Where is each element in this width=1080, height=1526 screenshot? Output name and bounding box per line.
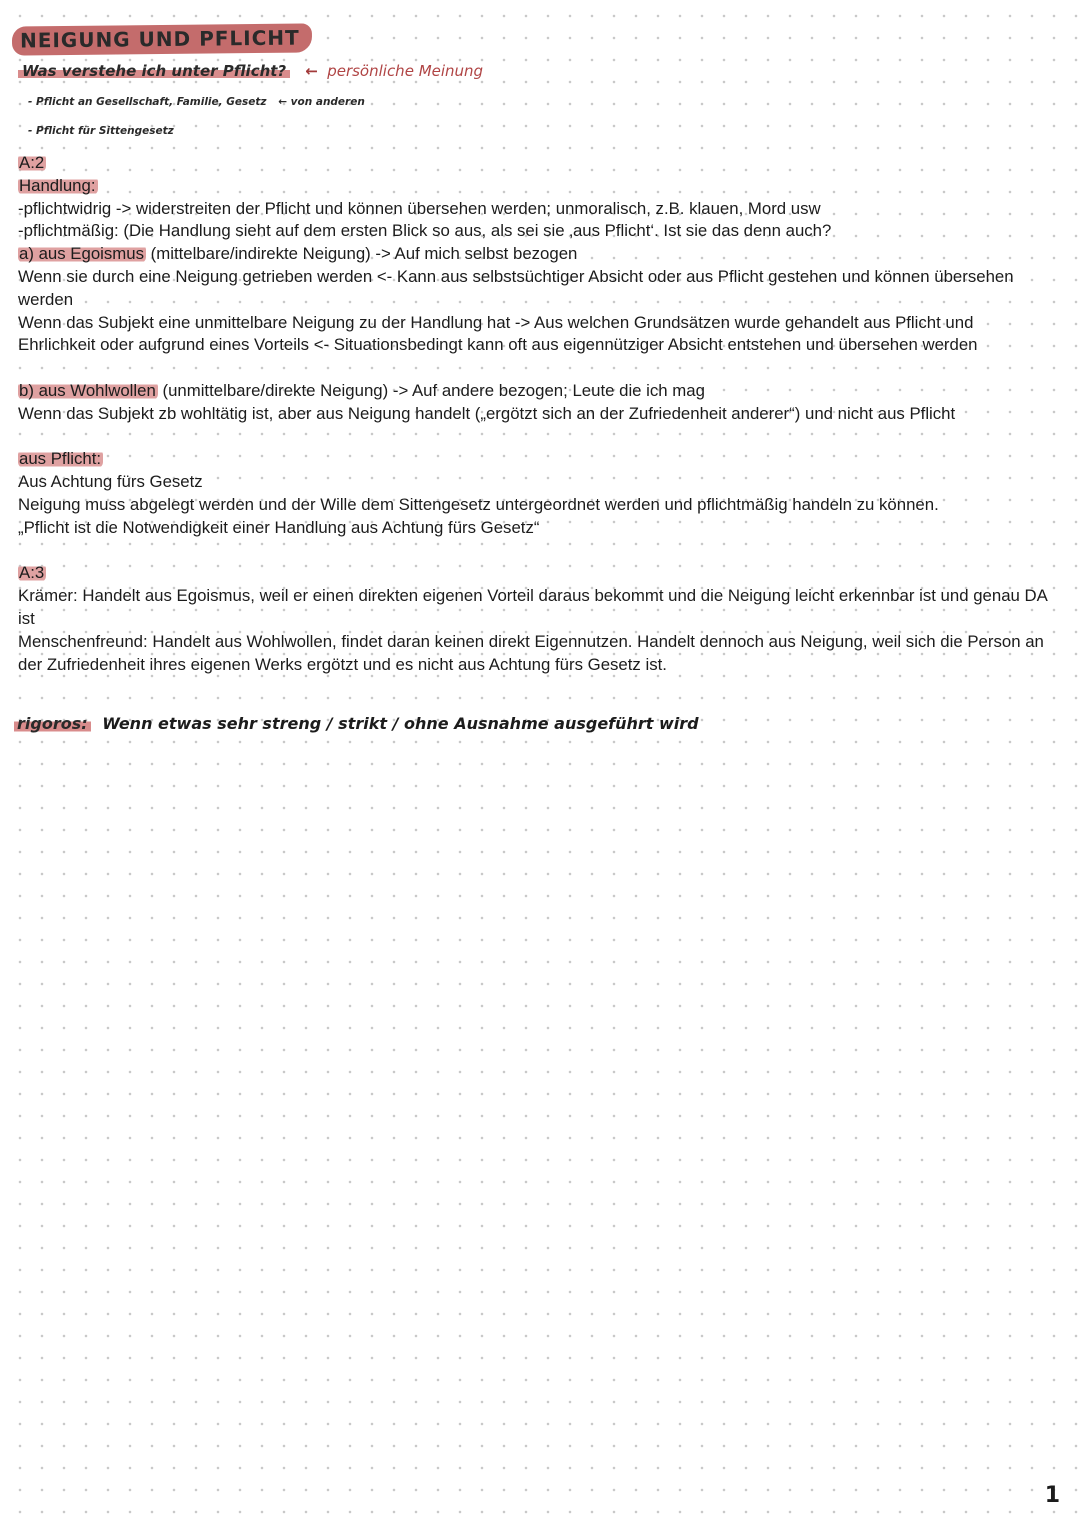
- wohlwollen-paragraph: Wenn das Subjekt zb wohltätig ist, aber aus Neigung handelt („ergötzt sich an der Zufriedenheit anderer“) und nicht aus Pflicht: [18, 403, 956, 423]
- section-label-a2: A:2: [19, 153, 45, 172]
- rigoros-term: rigoros:: [14, 714, 91, 733]
- question-text: Was verstehe ich unter Pflicht?: [18, 62, 290, 80]
- pflicht-paragraph-1: Aus Achtung fürs Gesetz: [18, 472, 203, 492]
- rigoros-definition: [14, 714, 699, 733]
- egoismus-label: a) aus Egoismus: [19, 244, 144, 264]
- arrow-left-icon: ←: [305, 62, 318, 80]
- bullet-text: - Pflicht für Sittengesetz: [28, 125, 174, 137]
- egoismus-paragraph-2: Wenn das Subjekt eine unmittelbare Neigung zu der Handlung hat -> Aus welchen Grundsätzen wurde gehandelt aus Pflicht und Ehrlichkeit oder aufgrund eines Vorteils <- Situationsbedingt kann oft aus eigennütziger Absicht entstehen und übersehen werden: [18, 312, 978, 355]
- bullet-item: [28, 96, 365, 108]
- question-note: persönliche Meinung: [327, 62, 484, 80]
- wohlwollen-label: b) aus Wohlwollen: [19, 380, 156, 400]
- wohlwollen-line: [18, 380, 1048, 403]
- handlung-heading: Handlung:: [19, 175, 96, 195]
- pflicht-heading: aus Pflicht:: [19, 449, 102, 469]
- egoismus-paragraph-1: Wenn sie durch eine Neigung getrieben werden <- Kann aus selbstsüchtiger Absicht oder aus Pflicht gestehen und können übersehen werden: [18, 266, 1014, 309]
- rigoros-text: Wenn etwas sehr streng / strikt / ohne Ausnahme ausgeführt wird: [102, 714, 699, 733]
- bullet-text: - Pflicht an Gesellschaft, Familie, Gesetz: [28, 96, 267, 108]
- wohlwollen-description: (unmittelbare/direkte Neigung) -> Auf andere bezogen; Leute die ich mag: [157, 380, 705, 400]
- section-label-a3: A:3: [19, 563, 45, 583]
- question-line: [18, 62, 483, 80]
- egoismus-description: (mittelbare/indirekte Neigung) -> Auf mich selbst bezogen: [145, 244, 578, 264]
- bullet-item: [28, 125, 174, 137]
- kraemer-paragraph: Krämer: Handelt aus Egoismus, weil er einen direkten eigenen Vorteil daraus bekommt und die Neigung leicht erkennbar ist und genau DA ist: [18, 586, 1047, 628]
- menschenfreund-paragraph: Menschenfreund: Handelt aus Wohlwollen, findet daran keinen direkt Eigennutzen. Handelt dennoch aus Neigung, weil sich die Person an der Zufriedenheit ihres eigenen Werks ergötzt und es nicht aus Achtung fürs Gesetz ist.: [18, 631, 1044, 674]
- pflichtwidrig-line: -pflichtwidrig -> widerstreiten der Pflicht und können übersehen werden; unmoralisch, z.B. klauen, Mord usw: [18, 198, 821, 218]
- arrow-left-icon: ←: [278, 96, 288, 108]
- bullet-note: von anderen: [290, 96, 365, 108]
- page-number: 1: [1044, 1483, 1060, 1508]
- pflicht-paragraph-2: Neigung muss abgelegt werden und der Wille dem Sittengesetz untergeordnet werden und pflichtmäßig handeln zu können.: [18, 494, 939, 514]
- page-title: NEIGUNG UND PFLICHT: [12, 23, 312, 55]
- pflicht-quote: „Pflicht ist die Notwendigkeit einer Handlung aus Achtung fürs Gesetz“: [18, 517, 540, 537]
- egoismus-line: [18, 243, 1048, 266]
- notes-body: [18, 152, 1048, 676]
- pflichtmaessig-line: -pflichtmäßig: (Die Handlung sieht auf dem ersten Blick so aus, als sei sie ‚aus Pflicht‘. Ist sie das denn auch?: [18, 221, 832, 241]
